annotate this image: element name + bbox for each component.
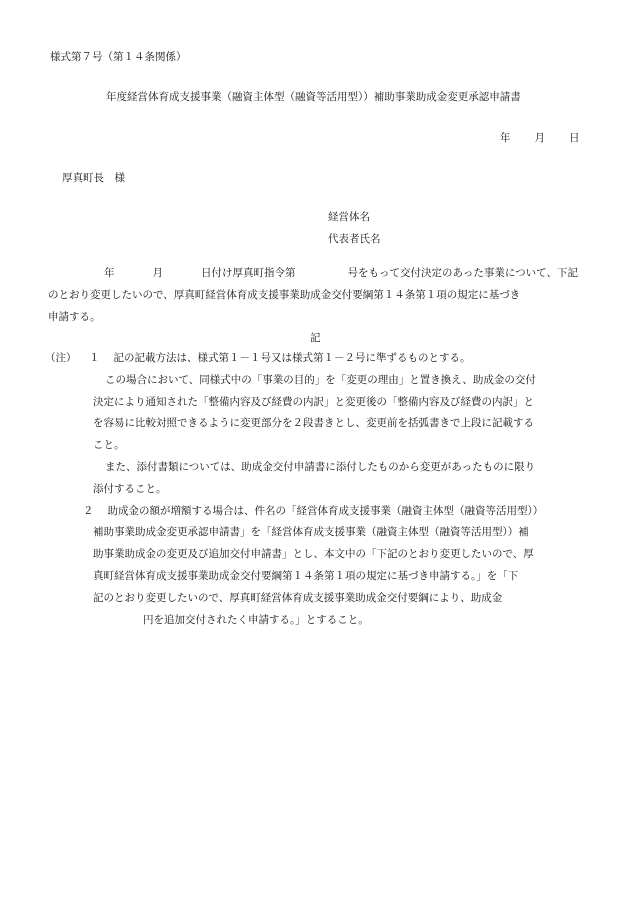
note-2-line-3: 助事業助成金の変更及び追加交付申請書」とし、本文中の「下記のとおり変更したいので、厚: [93, 548, 534, 561]
note-2-number: ２: [83, 504, 94, 517]
note-1-line-7: 添付すること。: [93, 482, 167, 495]
body-line-3: 申請する。: [48, 311, 101, 323]
body-directive: 日付け厚真町指令第: [201, 267, 296, 279]
note-1-line-1: （注） １ 記の記載方法は、様式第１－１号又は様式第１－２号に準ずるものとする。: [45, 348, 590, 370]
note-2-line-6: 円を追加交付されたく申請する。」とすること。: [143, 613, 369, 626]
applicant-org-label: 経営体名: [328, 211, 370, 223]
notes-section: [45, 348, 590, 631]
form-number: 様式第７号（第１４条関係）: [50, 51, 187, 63]
applicant-rep-label: 代表者氏名: [328, 233, 381, 245]
note-2-line-5: 記のとおり変更したいので、厚真町経営体育成支援事業助成金交付要綱により、助成金: [93, 591, 503, 604]
note-1-line-5: こと。: [93, 439, 125, 452]
ki-heading: 記: [310, 332, 321, 344]
date-month-label: 月: [534, 132, 545, 144]
date-day-label: 日: [569, 132, 580, 144]
note-2-line-4: 真町経営体育成支援事業助成金交付要綱第１４条第１項の規定に基づき申請する。」を「下: [93, 569, 519, 582]
document-title: 年度経営体育成支援事業（融資主体型（融資等活用型））補助事業助成金変更承認申請書: [106, 91, 521, 103]
date-year-label: 年: [500, 132, 511, 144]
note-2-line-2: 補助事業助成金変更承認申請書」を「経営体育成支援事業（融資主体型（融資等活用型））補: [93, 526, 529, 539]
notes-label: （注）: [45, 352, 77, 364]
body-month: 月: [152, 267, 163, 279]
note-1-line-2: この場合において、同様式中の「事業の目的」を「変更の理由」と置き換え、助成金の交付: [105, 373, 536, 386]
note-1-line-3: 決定により通知された「整備内容及び経費の内訳」と変更後の「整備内容及び経費の内訳」と: [93, 395, 534, 408]
body-line-1-end: 号をもって交付決定のあった事業について、下記: [347, 267, 578, 279]
note-1-line-6: また、添付書類については、助成金交付申請書に添付したものから変更があったものに限り: [105, 460, 536, 473]
note-1-number: １: [89, 352, 100, 364]
note-2-line-1: ２ 助成金の額が増額する場合は、件名の「経営体育成支援事業（融資主体型（融資等活用型））: [45, 501, 590, 523]
body-paragraph: [48, 262, 586, 328]
body-line-2: のとおり変更したいので、厚真町経営体育成支援事業助成金交付要綱第１４条第１項の規定に基づき: [48, 289, 521, 301]
date-line: [500, 133, 580, 144]
note-1-line-4: を容易に比較対照できるように変更部分を２段書きとし、変更前を括弧書きで上段に記載する: [93, 417, 534, 430]
body-year: 年: [104, 267, 115, 279]
body-line-1: [48, 262, 586, 284]
addressee: 厚真町長 様: [62, 172, 125, 184]
